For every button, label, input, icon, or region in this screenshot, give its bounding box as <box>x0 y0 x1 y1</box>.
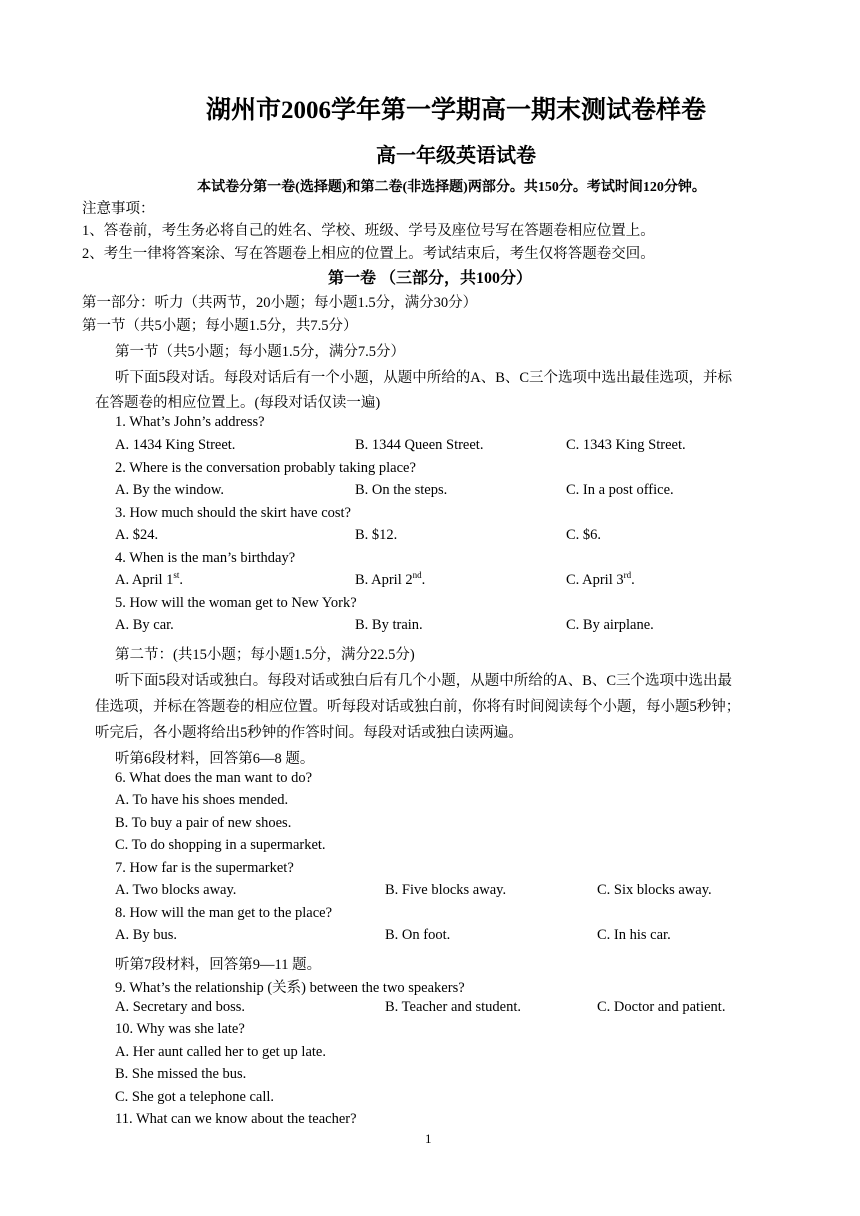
option-6b: B. To buy a pair of new shoes. <box>115 815 292 831</box>
option-8a: A. By bus. <box>115 927 178 943</box>
section1-instruction: 在答题卷的相应位置上。(每段对话仅读一遍) <box>95 395 381 411</box>
exam-title: 湖州市2006学年第一学期高一期末测试卷样卷 <box>205 97 706 124</box>
volume-heading: 第一卷 （三部分，共100分） <box>327 270 532 287</box>
option-8c: C. In his car. <box>597 927 671 943</box>
option-4b: B. April 2nd. <box>355 570 426 588</box>
option-4a: A. April 1st. <box>115 570 184 588</box>
exam-intro: 本试卷分第一卷(选择题)和第二卷(非选择题)两部分。共150分。考试时间120分钟。 <box>197 180 706 195</box>
page-number: 1 <box>425 1131 432 1146</box>
option-2c: C. In a post office. <box>566 482 674 498</box>
option-3b: B. $12. <box>355 527 398 543</box>
question-6: 6. What does the man want to do? <box>115 770 313 786</box>
question-9: 9. What’s the relationship (关系) between the two speakers? <box>115 980 465 996</box>
question-11: 11. What can we know about the teacher? <box>115 1111 357 1127</box>
section1-instruction: 听下面5段对话。每段对话后有一个小题，从题中所给的A、B、C三个选项中选出最佳选项，并标 <box>115 370 733 386</box>
material-7-heading: 听第7段材料，回答第9—11 题。 <box>115 957 322 973</box>
option-1c: C. 1343 King Street. <box>566 437 686 453</box>
option-5a: A. By car. <box>115 617 174 633</box>
option-8b: B. On foot. <box>385 927 451 943</box>
exam-subtitle: 高一年级英语试卷 <box>376 145 536 167</box>
option-9b: B. Teacher and student. <box>385 999 522 1015</box>
question-8: 8. How will the man get to the place? <box>115 905 333 921</box>
option-10c: C. She got a telephone call. <box>115 1089 275 1105</box>
option-5b: B. By train. <box>355 617 423 633</box>
option-9a: A. Secretary and boss. <box>115 999 246 1015</box>
section2-instruction: 听下面5段对话或独白。每段对话或独白后有几个小题，从题中所给的A、B、C三个选项中选出最 <box>115 673 733 689</box>
option-2a: A. By the window. <box>115 482 225 498</box>
option-10b: B. She missed the bus. <box>115 1066 247 1082</box>
question-4: 4. When is the man’s birthday? <box>115 550 296 566</box>
notes-heading: 注意事项： <box>82 201 155 217</box>
option-7a: A. Two blocks away. <box>115 882 237 898</box>
note-item: 2、考生一律将答案涂、写在答题卷上相应的位置上。考试结束后，考生仅将答题卷交回。 <box>82 246 655 262</box>
section2-instruction: 佳选项，并标在答题卷的相应位置。听每段对话或独白前，你将有时间阅读每个小题，每小题5秒钟； <box>95 699 741 715</box>
question-3: 3. How much should the skirt have cost? <box>115 505 351 521</box>
section1-heading-alt: 第一节（共5小题；每小题1.5分，满分7.5分） <box>115 344 405 360</box>
option-6a: A. To have his shoes mended. <box>115 792 289 808</box>
material-6-heading: 听第6段材料，回答第6—8 题。 <box>115 751 315 767</box>
option-7b: B. Five blocks away. <box>385 882 507 898</box>
option-1b: B. 1344 Queen Street. <box>355 437 484 453</box>
option-10a: A. Her aunt called her to get up late. <box>115 1044 326 1060</box>
option-1a: A. 1434 King Street. <box>115 437 236 453</box>
question-2: 2. Where is the conversation probably taking place? <box>115 460 416 476</box>
option-7c: C. Six blocks away. <box>597 882 712 898</box>
section2-heading: 第二节：(共15小题；每小题1.5分，满分22.5分) <box>115 647 415 663</box>
note-item: 1、答卷前，考生务必将自己的姓名、学校、班级、学号及座位号写在答题卷相应位置上。 <box>82 223 655 239</box>
question-5: 5. How will the woman get to New York? <box>115 595 357 611</box>
question-1: 1. What’s John’s address? <box>115 414 265 430</box>
option-6c: C. To do shopping in a supermarket. <box>115 837 326 853</box>
question-7: 7. How far is the supermarket? <box>115 860 294 876</box>
section1-heading: 第一节（共5小题；每小题1.5分，共7.5分） <box>82 318 358 334</box>
option-3a: A. $24. <box>115 527 159 543</box>
option-3c: C. $6. <box>566 527 602 543</box>
option-2b: B. On the steps. <box>355 482 448 498</box>
part1-heading: 第一部分：听力（共两节，20小题；每小题1.5分，满分30分） <box>82 295 478 311</box>
question-10: 10. Why was she late? <box>115 1021 245 1037</box>
option-5c: C. By airplane. <box>566 617 654 633</box>
option-4c: C. April 3rd. <box>566 570 635 588</box>
option-9c: C. Doctor and patient. <box>597 999 726 1015</box>
section2-instruction: 听完后，各小题将给出5秒钟的作答时间。每段对话或独白读两遍。 <box>95 725 523 741</box>
